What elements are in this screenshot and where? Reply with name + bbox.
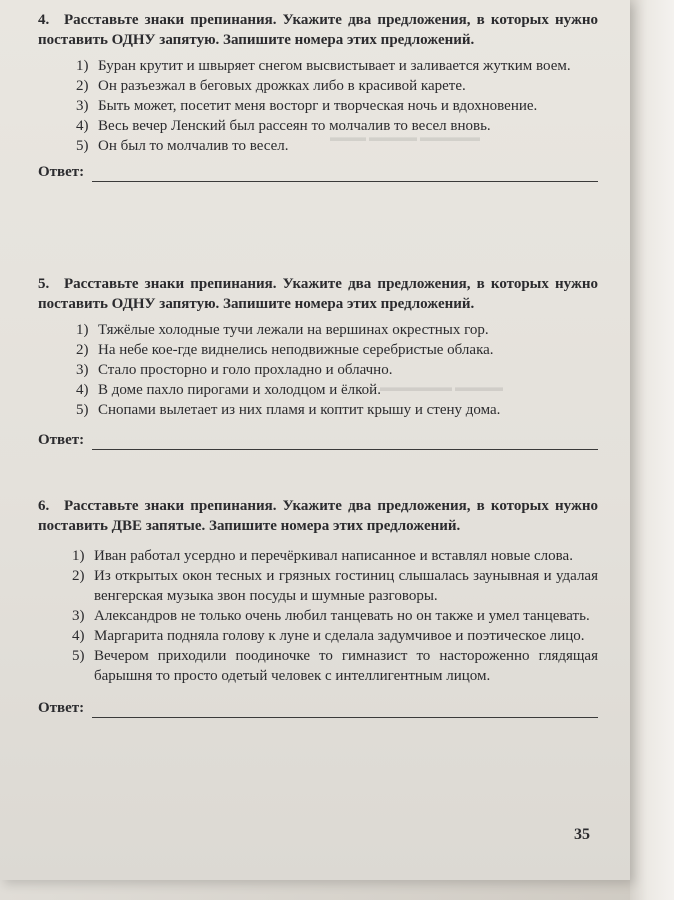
bleed-through-text: ▬▬▬▬▬ ▬▬▬▬ ▬▬▬ [330,130,480,144]
option-text: Буран крутит и швыряет снегом высвистывает и заливается жутким воем. [98,58,571,74]
task-4 [38,10,598,182]
option-number: 1) [76,58,89,74]
option-number: 4) [72,628,85,644]
task-heading [38,496,598,536]
task-number: 4. [38,12,50,28]
list-item [38,56,598,76]
answer-label: Ответ: [38,700,85,716]
list-item [38,626,598,646]
option-text: На небе кое-где виднелись неподвижные серебристые облака. [98,342,494,358]
option-number: 5) [76,138,89,154]
list-item [38,546,598,566]
list-item [38,380,598,400]
option-text: Он был то молчалив то весел. [98,138,289,154]
option-number: 4) [76,118,89,134]
option-number: 2) [72,568,85,584]
answer-field[interactable] [92,703,598,718]
answer-row [38,698,598,718]
task-instruction: Расставьте знаки препинания. Укажите два предложения, в которых нужно поставить ОДНУ запятую. Запишите номера этих предложений. [38,276,598,312]
option-text: Снопами вылетает из них пламя и коптит крышу и стену дома. [98,402,501,418]
option-number: 1) [72,548,85,564]
answer-field[interactable] [92,435,598,450]
option-number: 5) [72,648,85,664]
answer-row [38,430,598,450]
option-list [38,56,598,156]
option-text: Вечером приходили поодиночке то гимназист то настороженно глядящая барышня то просто одетый человек с интеллигентным лицом. [94,648,598,684]
task-number: 5. [38,276,50,292]
list-item [38,400,598,420]
option-text: Он разъезжал в беговых дрожках либо в красивой карете. [98,78,466,94]
task-instruction: Расставьте знаки препинания. Укажите два предложения, в которых нужно поставить ДВЕ запятые. Запишите номера этих предложений. [38,498,598,534]
list-item [38,340,598,360]
page-number: 35 [574,826,590,843]
option-number: 5) [76,402,89,418]
list-item [38,320,598,340]
option-text: Быть может, посетит меня восторг и творческая ночь и вдохновение. [98,98,538,114]
task-5 [38,274,598,450]
task-heading [38,274,598,314]
option-text: Весь вечер Ленский был рассеян то молчалив то весел вновь. [98,118,491,134]
option-number: 3) [76,362,89,378]
list-item [38,96,598,116]
option-number: 3) [76,98,89,114]
option-text: Маргарита подняла голову к луне и сделала задумчивое и поэтическое лицо. [94,628,585,644]
answer-label: Ответ: [38,164,85,180]
list-item [38,136,598,156]
list-item [38,646,598,686]
list-item [38,360,598,380]
option-number: 2) [76,78,89,94]
option-text: В доме пахло пирогами и холодцом и ёлкой. [98,382,381,398]
answer-label: Ответ: [38,432,85,448]
option-list [38,320,598,420]
option-number: 3) [72,608,85,624]
list-item [38,116,598,136]
bleed-through-text: ▬▬▬▬ ▬▬▬▬▬▬ [380,380,503,394]
page-edge [630,0,674,900]
list-item [38,76,598,96]
option-list [38,546,598,686]
answer-row [38,162,598,182]
option-number: 2) [76,342,89,358]
list-item [38,606,598,626]
option-text: Тяжёлые холодные тучи лежали на вершинах окрестных гор. [98,322,489,338]
task-instruction: Расставьте знаки препинания. Укажите два предложения, в которых нужно поставить ОДНУ запятую. Запишите номера этих предложений. [38,12,598,48]
option-text: Стало просторно и голо прохладно и облачно. [98,362,393,378]
option-text: Александров не только очень любил танцевать но он также и умел танцевать. [94,608,590,624]
task-6 [38,496,598,718]
task-number: 6. [38,498,50,514]
task-heading [38,10,598,50]
option-text: Иван работал усердно и перечёркивал написанное и вставлял новые слова. [94,548,573,564]
answer-field[interactable] [92,167,598,182]
list-item [38,566,598,606]
option-number: 1) [76,322,89,338]
option-number: 4) [76,382,89,398]
option-text: Из открытых окон тесных и грязных гостиниц слышалась заунывная и удалая венгерская музыка звон посуды и шумные разговоры. [94,568,598,604]
